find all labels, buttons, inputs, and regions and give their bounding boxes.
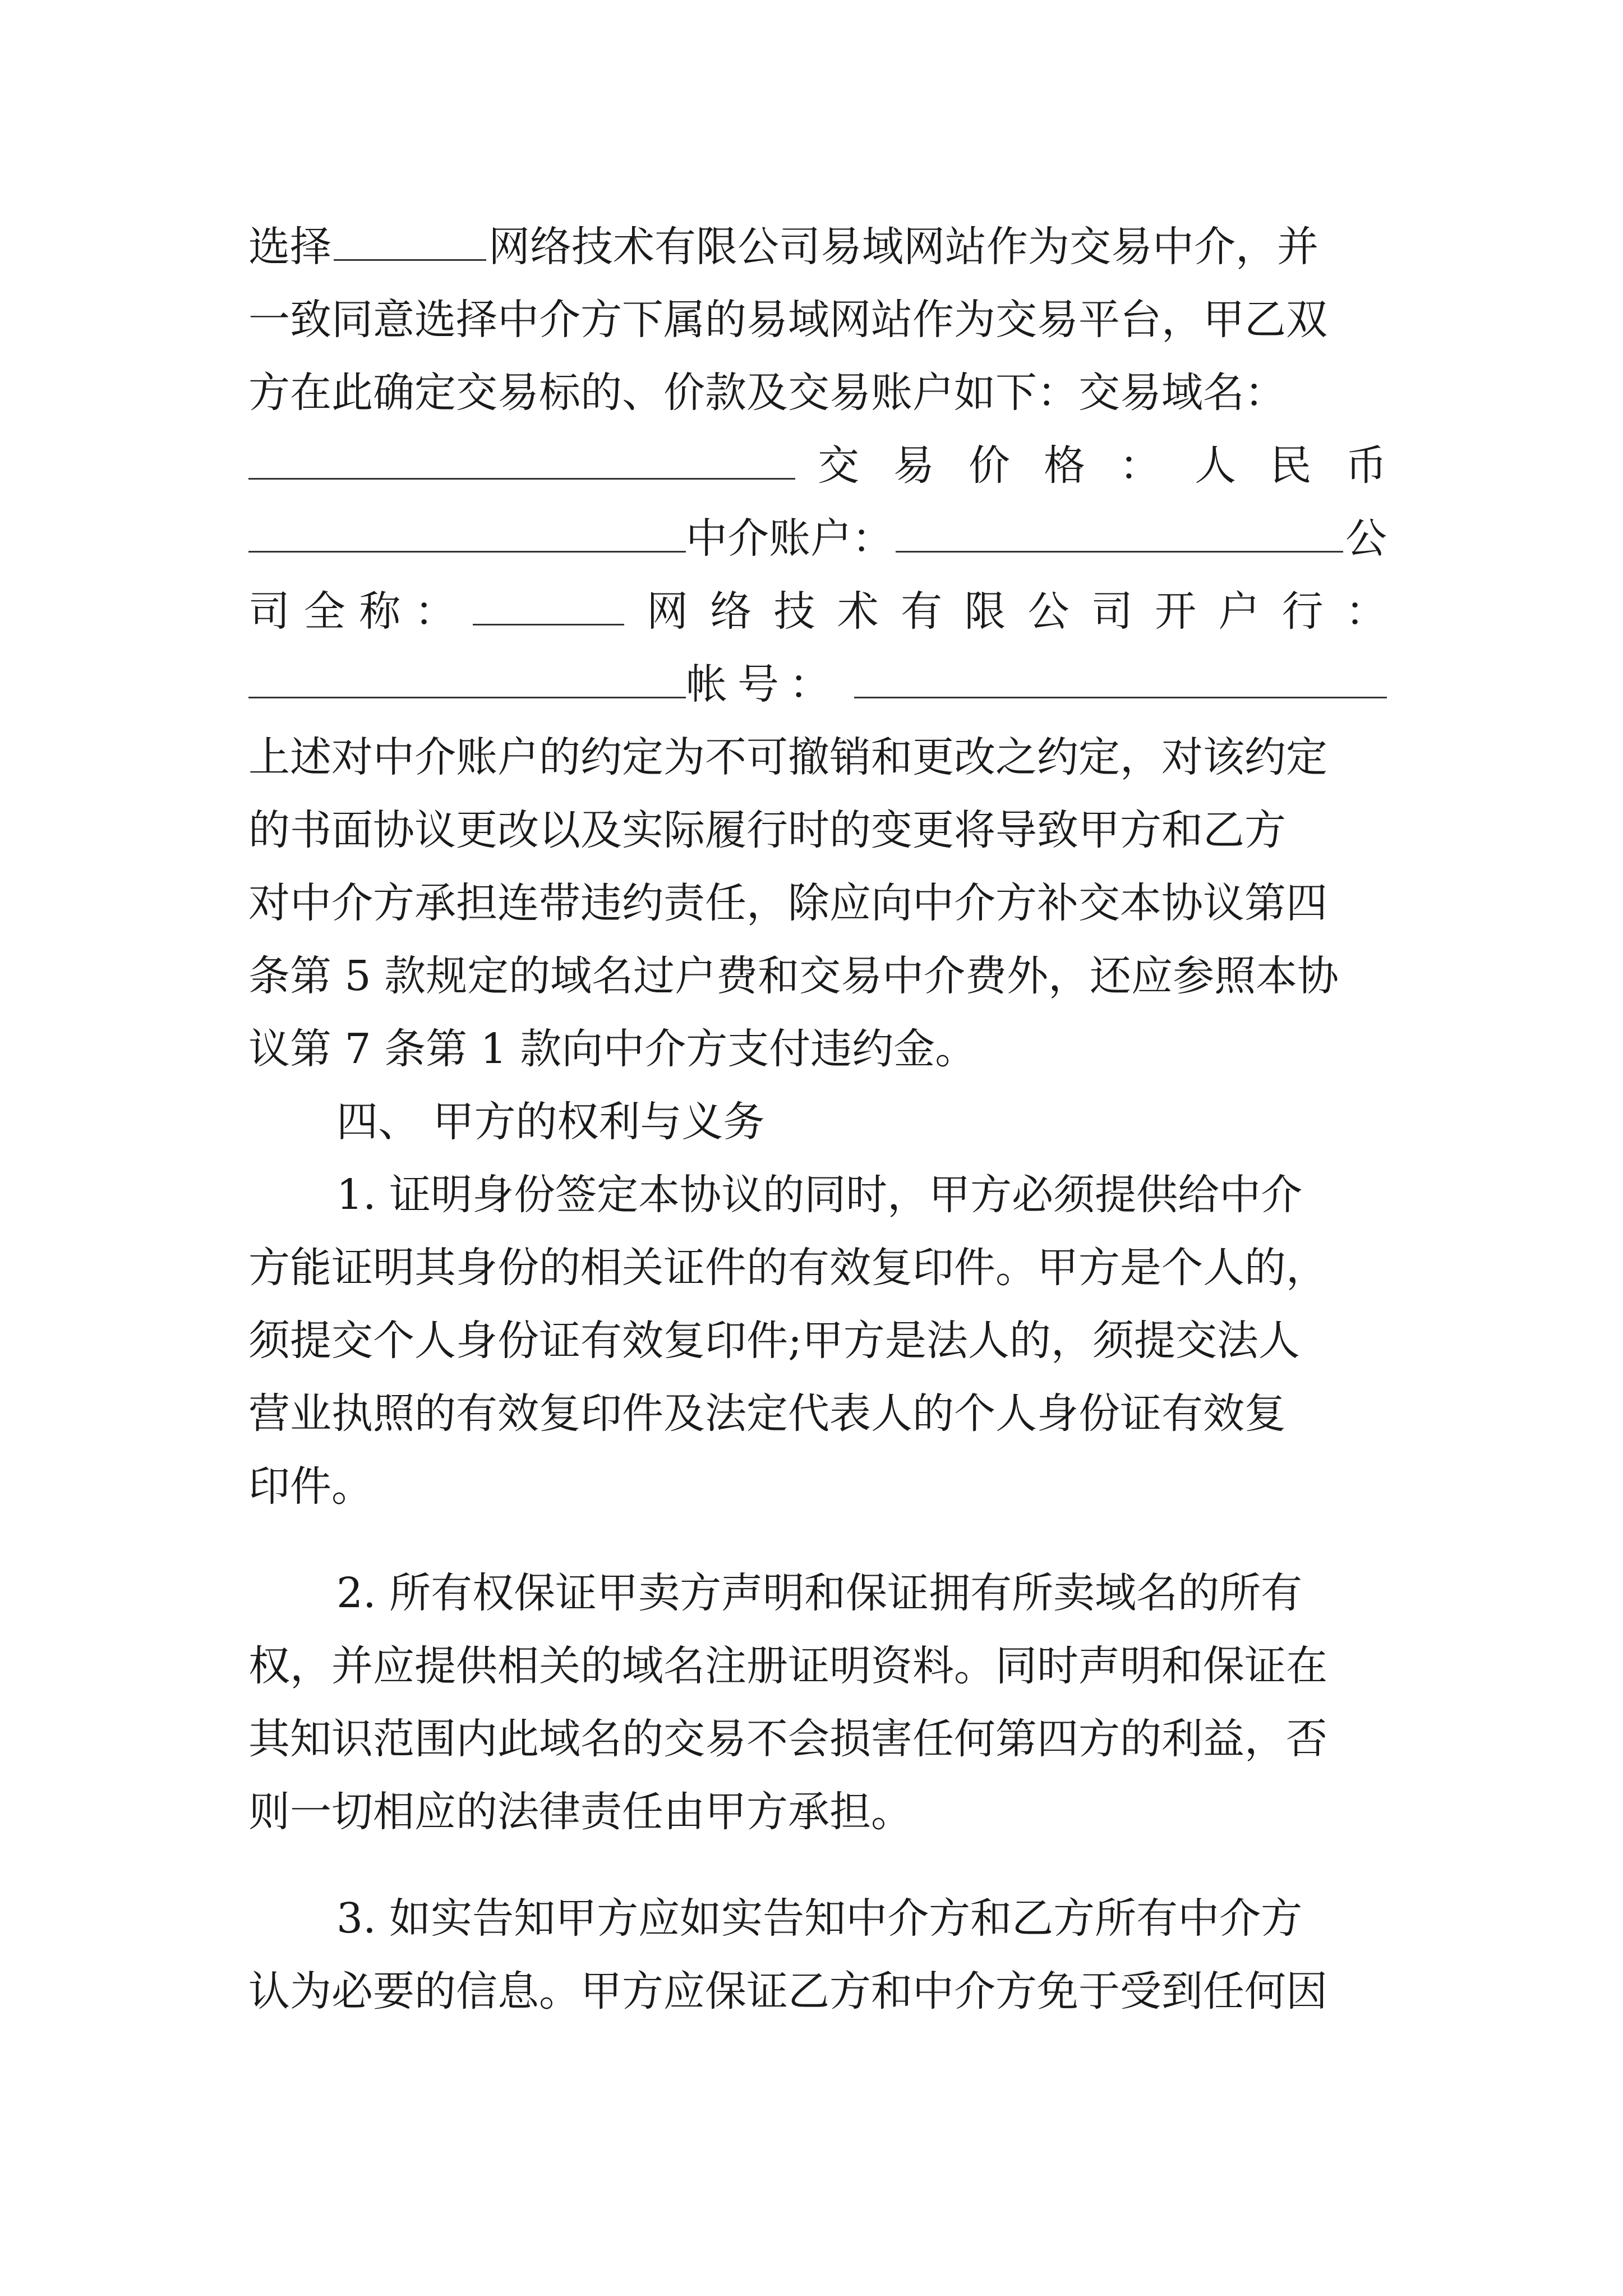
- bank-label: [647, 583, 1387, 639]
- text-segment: 公: [1345, 514, 1387, 563]
- char: 开: [1155, 587, 1197, 636]
- char: 格: [1044, 441, 1086, 490]
- company-name-label: [248, 583, 456, 639]
- section-heading: 四、 甲方的权利与义务: [336, 1098, 765, 1146]
- blank-field: [334, 227, 486, 261]
- char: 全: [303, 587, 345, 636]
- price-label: [818, 438, 1387, 494]
- char: 户: [1218, 587, 1260, 636]
- char: 司: [1091, 587, 1133, 636]
- text-line: 一致同意选择中介方下属的易域网站作为交易平台，甲乙双: [248, 296, 1327, 344]
- blank-field: [248, 664, 686, 698]
- text-segment: 网络技术有限公司易域网站作为交易中介，并: [488, 223, 1318, 271]
- text-line: 3. 如实告知甲方应如实告知中介方和乙方所有中介方: [336, 1894, 1303, 1943]
- char: 网: [647, 587, 688, 636]
- char: 术: [837, 587, 879, 636]
- text-line: 营业执照的有效复印件及法定代表人的个人身份证有效复: [248, 1389, 1286, 1438]
- char: 有: [901, 587, 943, 636]
- char: ：: [1119, 441, 1161, 490]
- text-line: 的书面协议更改以及实际履行时的变更将导致甲方和乙方: [248, 806, 1286, 854]
- text-line: 印件。: [248, 1462, 373, 1511]
- text-line: 方在此确定交易标的、价款及交易账户如下：交易域名：: [248, 369, 1286, 417]
- text-line: [248, 438, 1387, 494]
- char: 人: [1195, 441, 1237, 490]
- text-line: 须提交个人身份证有效复印件;甲方是法人的，须提交法人: [248, 1317, 1300, 1365]
- char: 限: [964, 587, 1006, 636]
- text-line: [248, 583, 1387, 639]
- text-line: 上述对中介账户的约定为不可撤销和更改之约定，对该约定: [248, 733, 1327, 781]
- text-line: 2. 所有权保证甲卖方声明和保证拥有所卖域名的所有: [336, 1569, 1303, 1617]
- text-line: 条第 5 款规定的域名过户费和交易中介费外，还应参照本协: [248, 952, 1339, 1000]
- text-line: 1. 证明身份签定本协议的同时，甲方必须提供给中介: [336, 1171, 1303, 1219]
- blank-field: [248, 445, 795, 480]
- text-segment: 中介账户：: [686, 514, 893, 563]
- text-segment: 选择: [248, 223, 331, 271]
- blank-field: [248, 518, 686, 553]
- char: 称: [359, 587, 401, 636]
- text-line: 权，并应提供相关的域名注册证明资料。同时声明和保证在: [248, 1642, 1327, 1690]
- text-line: 议第 7 条第 1 款向中介方支付违约金。: [248, 1025, 977, 1073]
- char: 币: [1345, 441, 1387, 490]
- char: 络: [710, 587, 752, 636]
- char: 技: [773, 587, 815, 636]
- text-line: [248, 219, 1387, 275]
- blank-field: [854, 664, 1387, 698]
- text-line: 方能证明其身份的相关证件的有效复印件。甲方是个人的，: [248, 1244, 1327, 1292]
- text-line: 其知识范围内此域名的交易不会损害任何第四方的利益，否: [248, 1715, 1327, 1763]
- char: 民: [1270, 441, 1312, 490]
- text-line: 认为必要的信息。甲方应保证乙方和中介方免于受到任何因: [248, 1967, 1327, 2016]
- text-segment: 帐号：: [686, 660, 841, 708]
- text-line: 对中介方承担连带违约责任，除应向中介方补交本协议第四: [248, 879, 1327, 927]
- blank-field: [896, 518, 1343, 553]
- text-line: [248, 510, 1387, 567]
- char: ：: [414, 587, 456, 636]
- char: 交: [818, 441, 859, 490]
- char: 公: [1027, 587, 1069, 636]
- char: 行: [1281, 587, 1324, 636]
- text-line: 则一切相应的法律责任由甲方承担。: [248, 1788, 912, 1836]
- text-line: [248, 656, 1387, 712]
- char: 价: [968, 441, 1010, 490]
- blank-field: [473, 591, 624, 625]
- char: 易: [893, 441, 935, 490]
- char: ：: [1345, 587, 1387, 636]
- char: 司: [248, 587, 290, 636]
